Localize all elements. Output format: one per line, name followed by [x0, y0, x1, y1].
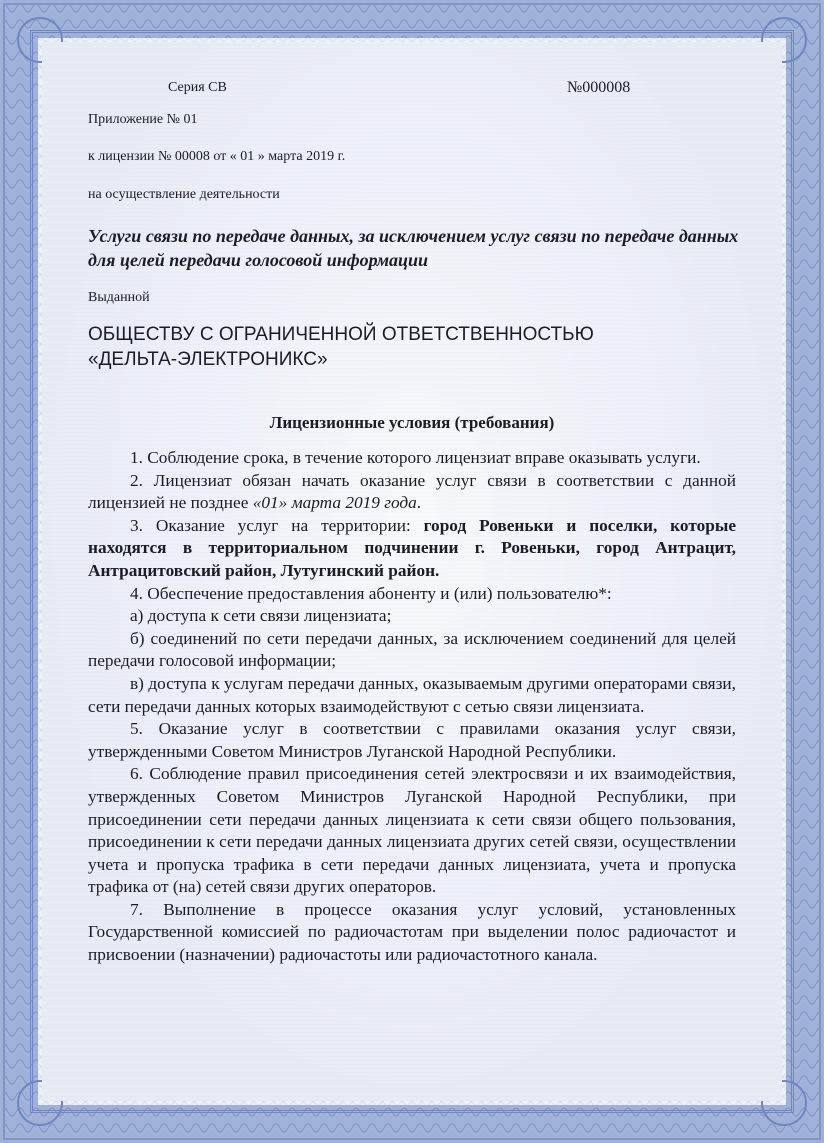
condition-4: 4. Обеспечение предоставления абоненту и (или) пользователю*:	[130, 583, 612, 603]
activity-label: на осуществление деятельности	[88, 187, 280, 202]
license-reference: к лицензии № 00008 от « 01 » марта 2019 г.	[88, 149, 346, 164]
organization-name-line2: «ДЕЛЬТА-ЭЛЕКТРОНИКС»	[88, 349, 328, 370]
series-label: Серия СВ	[168, 80, 227, 95]
issued-label: Выданной	[88, 290, 150, 305]
conditions-heading: Лицензионные условия (требования)	[269, 413, 555, 432]
condition-3-territory: город Ровеньки и поселки, которые находятся в территориальном подчинении г. Ровеньки, город Антрацит, Антрацитовский район, Лутугинский район.	[88, 515, 736, 580]
activity-title: Услуги связи по передаче данных, за исключением услуг связи по передаче данных для целей передачи голосовой информации	[88, 226, 739, 270]
condition-4c: в) доступа к услугам передачи данных, оказываемым другими операторами связи, сети передачи данных которых взаимодействуют с сетью связи лицензиата.	[88, 673, 736, 716]
condition-4b: б) соединений по сети передачи данных, за исключением соединений для целей передачи голосовой информации;	[88, 628, 736, 671]
document-number: №000008	[567, 79, 631, 96]
condition-6: 6. Соблюдение правил присоединения сетей электросвязи и их взаимодействия, утвержденных Советом Министров Луганской Народной Республики, при присоединении сети передачи данных лицензиата к сети связи общего пользования, присоединении к сети передачи данных лицензиата других сетей связи, осуществлении учета и пропуска трафика в сети передачи данных лицензиата, учета и пропуска трафика от (на) сетей связи других операторов.	[88, 764, 736, 897]
appendix-label: Приложение № 01	[88, 112, 198, 127]
condition-1: 1. Соблюдение срока, в течение которого лицензиат вправе оказывать услуги.	[130, 448, 701, 467]
condition-4a: а) доступа к сети связи лицензиата;	[130, 606, 392, 626]
condition-5: 5. Оказание услуг в соответствии с правилами оказания услуг связи, утвержденными Советом Министров Луганской Народной Республики.	[88, 719, 736, 761]
conditions-list	[88, 447, 736, 967]
condition-2: 2. Лицензиат обязан начать оказание услуг связи в соответствии с данной лицензией не позднее «01» марта 2019 года.	[88, 470, 736, 513]
condition-2-date: «01» марта 2019 года	[252, 493, 417, 513]
condition-3: 3. Оказание услуг на территории: город Ровеньки и поселки, которые находятся в территориальном подчинении г. Ровеньки, город Антрацит, Антрацитовский район, Лутугинский район.	[88, 515, 736, 580]
condition-7: 7. Выполнение в процессе оказания услуг условий, установленных Государственной комиссией по радиочастотам при выделении полос радиочастот и присвоении (назначении) радиочастоты или радиочастотного канала.	[88, 899, 736, 965]
organization-name-line1: ОБЩЕСТВУ С ОГРАНИЧЕННОЙ ОТВЕТСТВЕННОСТЬЮ	[88, 324, 594, 345]
